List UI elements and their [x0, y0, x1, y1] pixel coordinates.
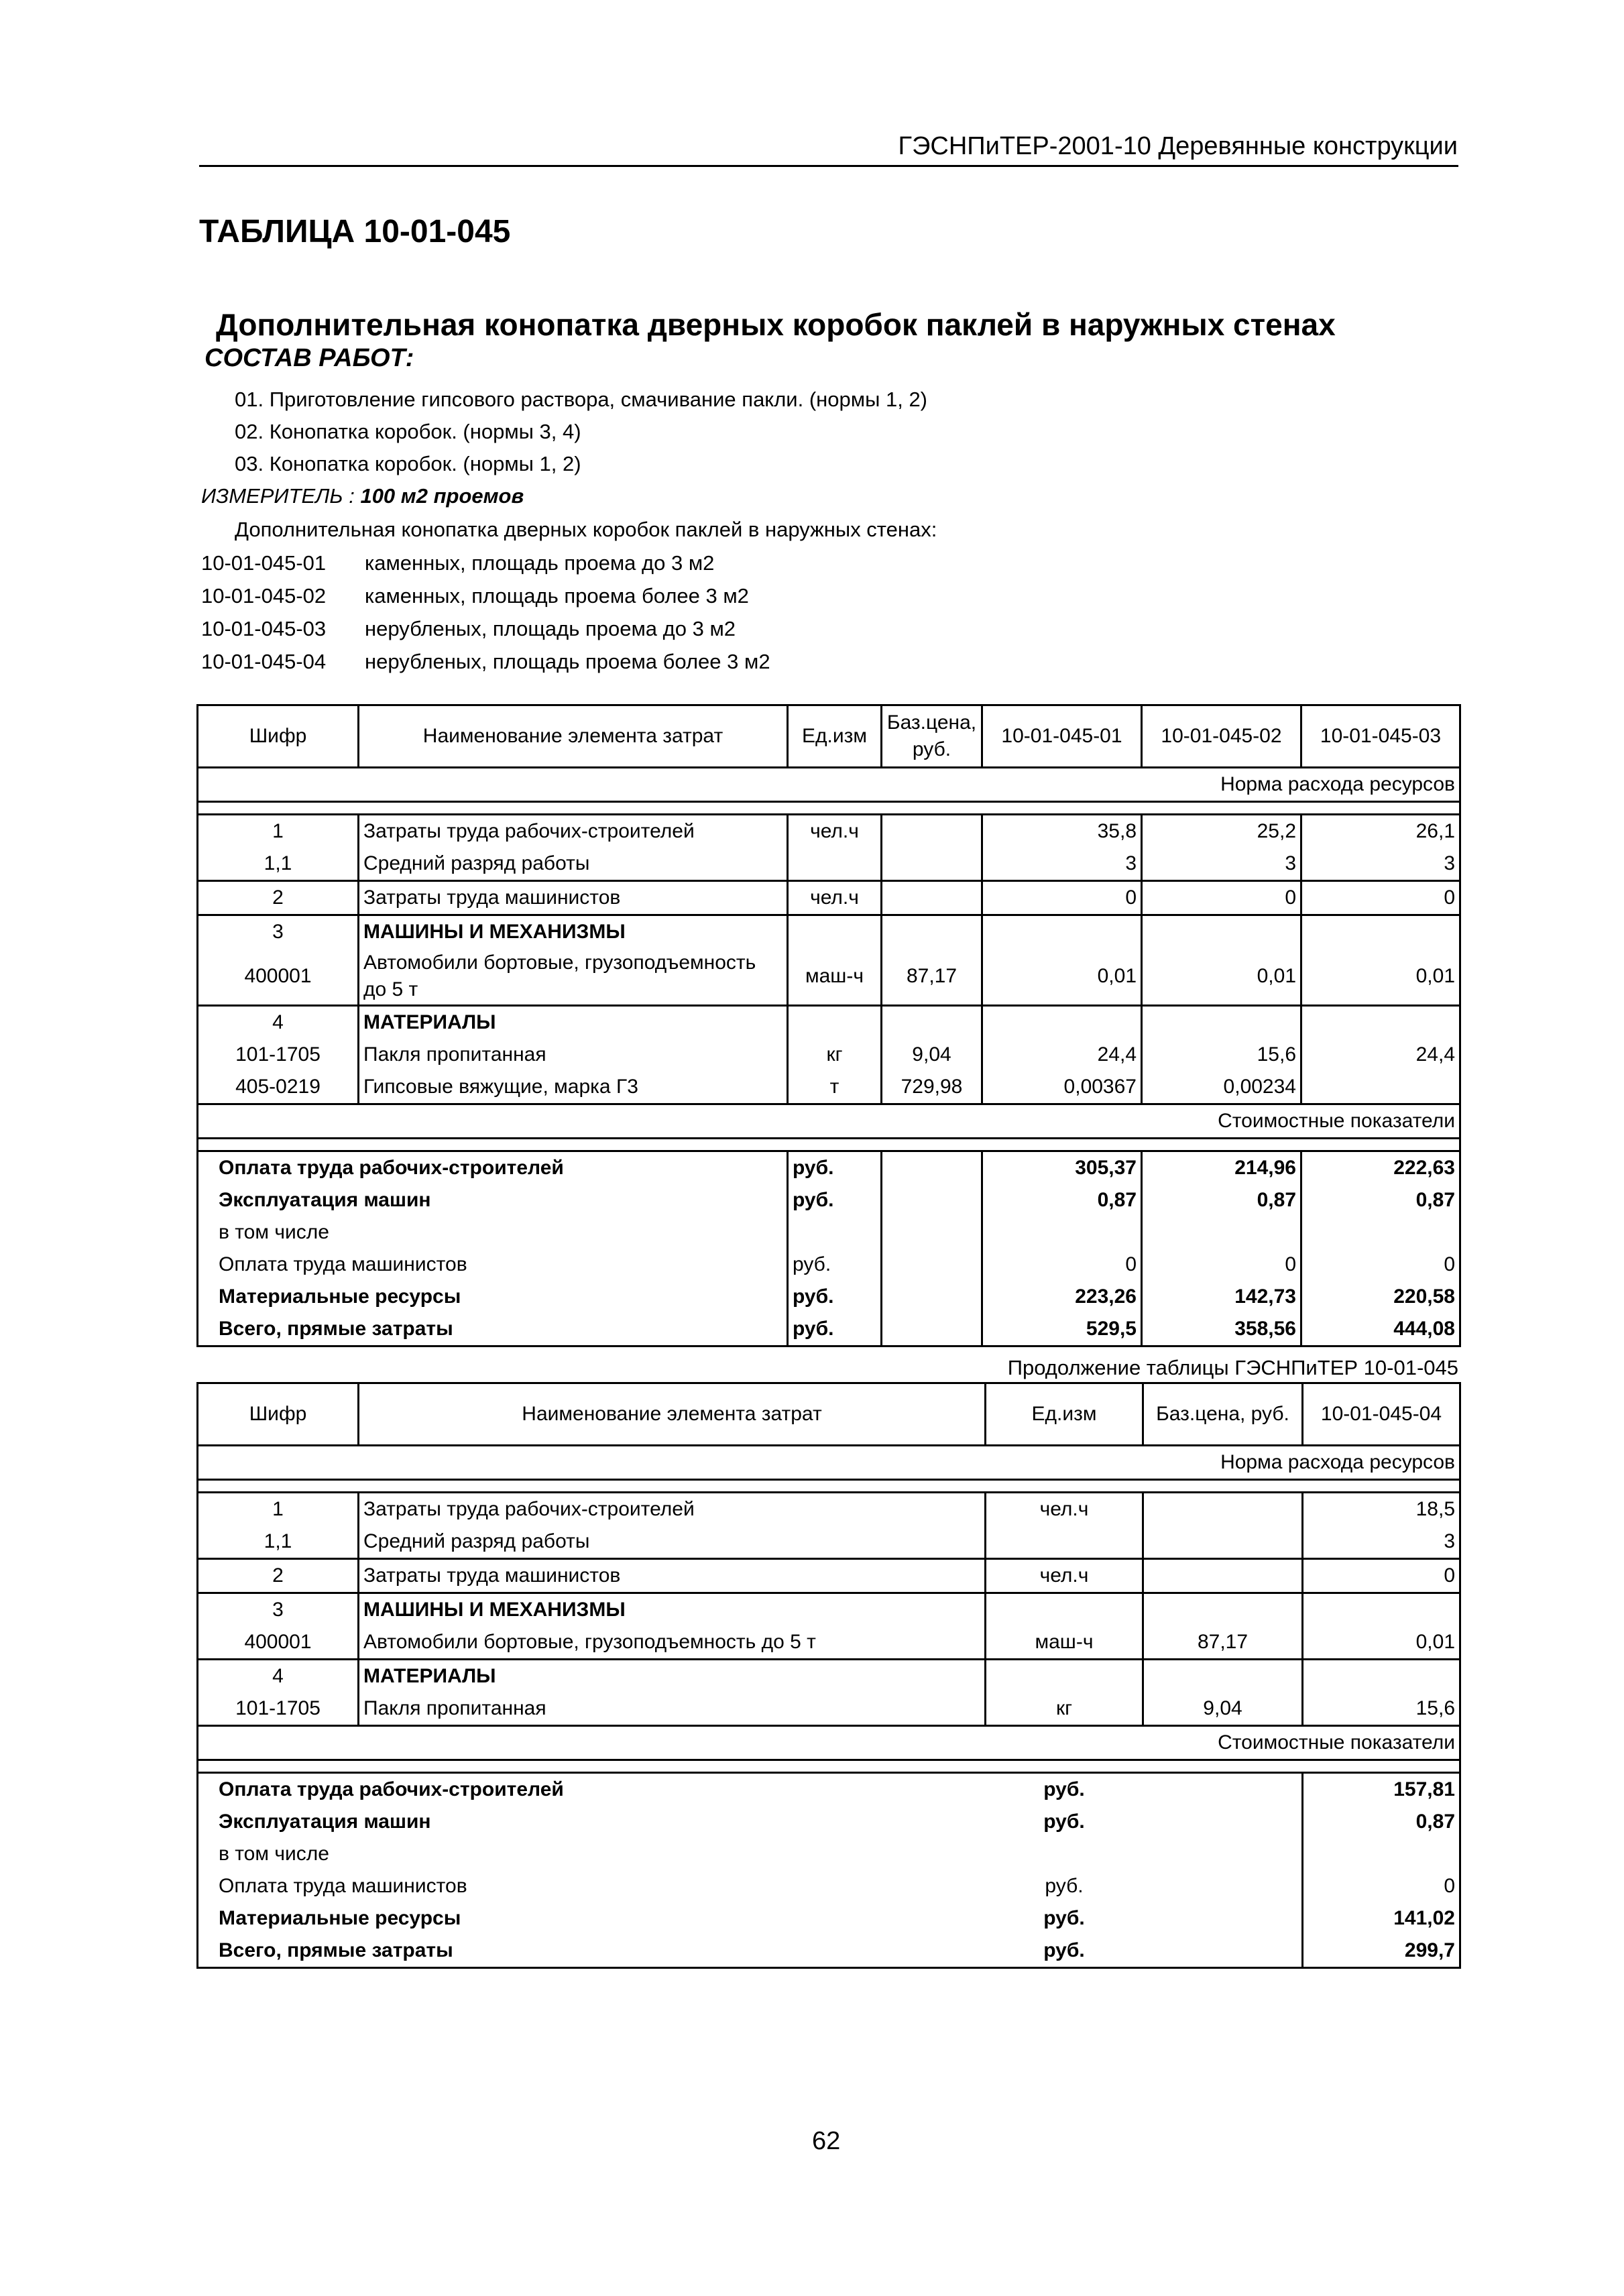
norm-band-label: Норма расхода ресурсов: [198, 768, 1460, 802]
cell-norm-04: [1303, 1593, 1460, 1627]
measure-value: 100 м2 проемов: [360, 484, 524, 508]
cell-price: 729,98: [882, 1071, 982, 1104]
cost-unit: руб.: [788, 1313, 882, 1346]
cell-unit: чел.ч: [986, 1559, 1143, 1593]
cost-price: [882, 1184, 982, 1216]
cell-norm-03: [1301, 915, 1460, 949]
cell-shifr: 101-1705: [198, 1039, 359, 1071]
col-header-norm-01: 10-01-045-01: [982, 705, 1142, 768]
cost-value-01: 305,37: [982, 1151, 1142, 1185]
cost-band-label: Стоимостные показатели: [198, 1726, 1460, 1760]
table-title: ТАБЛИЦА 10-01-045: [199, 214, 511, 249]
cost-label: в том числе: [219, 1843, 329, 1865]
cost-unit: руб.: [1043, 1811, 1085, 1833]
cost-value-01: 0,87: [982, 1184, 1142, 1216]
spacer-cell: [198, 1139, 1460, 1151]
cell-price: [1143, 1660, 1303, 1693]
cost-value-03: 0: [1444, 1253, 1455, 1275]
cell-unit: [986, 1593, 1143, 1627]
section-label-machines: МАШИНЫ И МЕХАНИЗМЫ: [359, 915, 788, 949]
cost-row: [198, 1216, 1460, 1249]
section-label-materials: МАТЕРИАЛЫ: [359, 1006, 788, 1039]
cell-shifr: 2: [198, 881, 359, 915]
norm-code: 10-01-045-03: [201, 617, 327, 640]
cell-shifr: 3: [198, 1593, 359, 1627]
spacer-cell: [198, 802, 1460, 815]
section-row-machines: [198, 1593, 1460, 1627]
cost-price: [882, 1216, 982, 1249]
cost-row: [198, 1935, 1460, 1968]
cell-name: Пакля пропитанная: [359, 1039, 788, 1071]
cell-unit: кг: [788, 1039, 882, 1071]
col-header-norm-02: 10-01-045-02: [1142, 705, 1301, 768]
cell-price: [882, 1006, 982, 1039]
cell-price: 9,04: [882, 1039, 982, 1071]
cell-unit: т: [788, 1071, 882, 1104]
cell-unit: [986, 1660, 1143, 1693]
cost-row: [198, 1870, 1460, 1902]
cell-name: Гипсовые вяжущие, марка Г3: [359, 1071, 788, 1104]
table-header-row: [198, 1383, 1460, 1446]
cell-norm-02: [1142, 1006, 1301, 1039]
norm-band-row: [198, 768, 1460, 802]
cell-price: [1143, 1526, 1303, 1559]
table-row: [198, 1039, 1460, 1071]
cost-value-02: 0: [1142, 1249, 1301, 1281]
cost-price: [1143, 1773, 1303, 1806]
cell-norm-03: 24,4: [1301, 1039, 1460, 1071]
cost-price: [882, 1313, 982, 1346]
cost-label: в том числе: [198, 1216, 788, 1249]
col-header-shifr: Шифр: [198, 1383, 359, 1446]
cost-unit: руб.: [788, 1281, 882, 1313]
cell-norm-02: 0: [1142, 881, 1301, 915]
cell-shifr: 101-1705: [198, 1692, 359, 1726]
work-step: 03. Конопатка коробок. (нормы 1, 2): [235, 452, 581, 475]
cost-value-02: 214,96: [1142, 1151, 1301, 1185]
cell-price: [882, 815, 982, 848]
cost-band-row: [198, 1104, 1460, 1139]
norm-code: 10-01-045-04: [201, 650, 327, 673]
cell-shifr: 1,1: [198, 1526, 359, 1559]
cell-shifr: 4: [198, 1006, 359, 1039]
cost-value-03: 0,87: [1415, 1189, 1455, 1211]
norm-code: 10-01-045-01: [201, 551, 327, 575]
table-header-row: [198, 705, 1460, 768]
cost-row: [198, 1313, 1460, 1346]
col-header-unit: Ед.изм: [986, 1383, 1143, 1446]
norm-description: каменных, площадь проема до 3 м2: [365, 551, 715, 575]
cell-shifr: 1: [198, 815, 359, 848]
cell-unit: [788, 1006, 882, 1039]
cell-name: Автомобили бортовые, грузоподъемность до 5 т: [359, 1626, 986, 1660]
cost-value-01: 0: [982, 1249, 1142, 1281]
cost-row: [198, 1249, 1460, 1281]
cost-price: [882, 1249, 982, 1281]
cost-value-01: [982, 1216, 1142, 1249]
spacer-row: [198, 1760, 1460, 1773]
resource-table-continuation: [196, 1382, 1461, 1969]
cell-unit: чел.ч: [788, 881, 882, 915]
section-subtitle: Дополнительная конопатка дверных коробок паклей в наружных стенах: [216, 307, 1336, 342]
norm-description: нерубленых, площадь проема до 3 м2: [365, 617, 736, 640]
cell-unit: [788, 915, 882, 949]
running-header: ГЭСНПиТЕР-2001-10 Деревянные конструкции: [898, 132, 1458, 160]
table-row: [198, 881, 1460, 915]
cell-price: [1143, 1593, 1303, 1627]
cost-price: [1143, 1870, 1303, 1902]
codes-intro: Дополнительная конопатка дверных коробок паклей в наружных стенах:: [235, 518, 937, 541]
cost-value-01: 223,26: [982, 1281, 1142, 1313]
cost-row: [198, 1806, 1460, 1838]
cell-price: 9,04: [1143, 1692, 1303, 1726]
cell-norm-02: [1142, 915, 1301, 949]
section-label-machines: МАШИНЫ И МЕХАНИЗМЫ: [359, 1593, 986, 1627]
cell-norm-01: 0,01: [982, 948, 1142, 1006]
col-header-name: Наименование элемента затрат: [359, 705, 788, 768]
cell-name: Затраты труда рабочих-строителей: [359, 815, 788, 848]
cost-unit: руб.: [788, 1249, 882, 1281]
cost-unit: руб.: [788, 1151, 882, 1185]
spacer-row: [198, 802, 1460, 815]
cost-value-03: 222,63: [1393, 1157, 1455, 1179]
cell-unit: маш-ч: [788, 948, 882, 1006]
cell-name: Пакля пропитанная: [359, 1692, 986, 1726]
cell-norm-04: 3: [1303, 1526, 1460, 1559]
cost-value-01: 529,5: [982, 1313, 1142, 1346]
cost-value-02: [1142, 1216, 1301, 1249]
cell-norm-04: 18,5: [1303, 1493, 1460, 1526]
work-composition-label: СОСТАВ РАБОТ:: [205, 344, 414, 372]
cost-row: [198, 1184, 1460, 1216]
col-header-norm-04: 10-01-045-04: [1303, 1383, 1460, 1446]
cost-price: [1143, 1838, 1303, 1870]
table-row: [198, 1626, 1460, 1660]
cell-norm-03: 0: [1301, 881, 1460, 915]
cell-norm-03: 0,01: [1301, 948, 1460, 1006]
section-label-materials: МАТЕРИАЛЫ: [359, 1660, 986, 1693]
spacer-cell: [198, 1760, 1460, 1773]
cost-unit: руб.: [1045, 1875, 1084, 1897]
cost-value-03: 220,58: [1393, 1285, 1455, 1308]
norm-band-label: Норма расхода ресурсов: [198, 1446, 1460, 1480]
cell-norm-02: 25,2: [1142, 815, 1301, 848]
cell-price: [1143, 1493, 1303, 1526]
cost-unit: руб.: [1043, 1778, 1085, 1800]
table-row: [198, 815, 1460, 848]
cell-norm-03: [1301, 1071, 1460, 1104]
col-header-price: Баз.цена, руб.: [882, 705, 982, 768]
cost-band-label: Стоимостные показатели: [198, 1104, 1460, 1139]
cell-norm-01: 3: [982, 848, 1142, 881]
section-row-materials: [198, 1660, 1460, 1693]
cell-name: Затраты труда рабочих-строителей: [359, 1493, 986, 1526]
cell-price: [882, 915, 982, 949]
cost-value-02: 358,56: [1142, 1313, 1301, 1346]
cell-shifr: 3: [198, 915, 359, 949]
cost-value-04: 0,87: [1415, 1811, 1455, 1833]
cost-price: [1143, 1806, 1303, 1838]
page-number: 62: [812, 2127, 841, 2155]
cell-norm-01: 0,00367: [982, 1071, 1142, 1104]
cell-shifr: 2: [198, 1559, 359, 1593]
cost-value-04: 299,7: [1404, 1939, 1455, 1961]
header-rule: [199, 165, 1458, 167]
cost-value-03: 444,08: [1393, 1318, 1455, 1340]
cell-shifr: 4: [198, 1660, 359, 1693]
cell-norm-01: 0: [982, 881, 1142, 915]
work-step: 01. Приготовление гипсового раствора, смачивание пакли. (нормы 1, 2): [235, 388, 928, 411]
cell-norm-04: [1303, 1660, 1460, 1693]
cell-price: [882, 881, 982, 915]
cost-value-04: [1303, 1838, 1460, 1870]
cost-value-04: 157,81: [1393, 1778, 1455, 1800]
cost-unit: [986, 1838, 1143, 1870]
cost-value-02: 142,73: [1142, 1281, 1301, 1313]
spacer-row: [198, 1139, 1460, 1151]
cell-price: 87,17: [882, 948, 982, 1006]
cost-price: [882, 1151, 982, 1185]
cost-label: Материальные ресурсы: [198, 1281, 788, 1313]
cell-shifr: 1: [198, 1493, 359, 1526]
cost-unit: [788, 1216, 882, 1249]
cell-norm-01: [982, 915, 1142, 949]
resource-table-main: [196, 704, 1461, 1347]
col-header-price: Баз.цена, руб.: [1143, 1383, 1303, 1446]
cell-norm-02: 0,00234: [1142, 1071, 1301, 1104]
cell-shifr: 400001: [198, 1626, 359, 1660]
table-row: [198, 1692, 1460, 1726]
cost-value-02: 0,87: [1142, 1184, 1301, 1216]
cell-name: Автомобили бортовые, грузоподъемность до 5 т: [359, 948, 788, 1006]
cell-name: Затраты труда машинистов: [359, 1559, 986, 1593]
cell-norm-01: 35,8: [982, 815, 1142, 848]
cell-unit: [986, 1526, 1143, 1559]
cell-norm-04: 0: [1303, 1559, 1460, 1593]
table-row: [198, 1071, 1460, 1104]
cost-label: Оплата труда рабочих-строителей: [198, 1151, 788, 1185]
norm-band-row: [198, 1446, 1460, 1480]
cost-row: [198, 1902, 1460, 1935]
cell-unit: маш-ч: [986, 1626, 1143, 1660]
cost-row: [198, 1151, 1460, 1185]
cell-shifr: 405-0219: [198, 1071, 359, 1104]
cost-label: Эксплуатация машин: [219, 1811, 431, 1833]
norm-description: каменных, площадь проема более 3 м2: [365, 584, 749, 608]
cost-unit: руб.: [788, 1184, 882, 1216]
norm-code: 10-01-045-02: [201, 584, 327, 608]
cost-band-row: [198, 1726, 1460, 1760]
cell-price: [1143, 1559, 1303, 1593]
cell-shifr: 1,1: [198, 848, 359, 881]
col-header-name: Наименование элемента затрат: [359, 1383, 986, 1446]
measure-label: ИЗМЕРИТЕЛЬ :: [201, 484, 355, 508]
col-header-shifr: Шифр: [198, 705, 359, 768]
cost-label: Оплата труда машинистов: [198, 1249, 788, 1281]
cost-label: Материальные ресурсы: [219, 1907, 461, 1929]
cost-label: Эксплуатация машин: [198, 1184, 788, 1216]
cost-row: [198, 1281, 1460, 1313]
cell-norm-03: 3: [1301, 848, 1460, 881]
cost-value-04: 141,02: [1393, 1907, 1455, 1929]
cell-name: Затраты труда машинистов: [359, 881, 788, 915]
cost-price: [1143, 1935, 1303, 1968]
cost-value-04: 0: [1444, 1875, 1455, 1897]
cell-norm-02: 3: [1142, 848, 1301, 881]
col-header-norm-03: 10-01-045-03: [1301, 705, 1460, 768]
cell-shifr: 400001: [198, 948, 359, 1006]
cell-norm-04: 15,6: [1303, 1692, 1460, 1726]
cell-name: Средний разряд работы: [359, 848, 788, 881]
work-step: 02. Конопатка коробок. (нормы 3, 4): [235, 420, 581, 443]
cost-price: [882, 1281, 982, 1313]
cell-unit: чел.ч: [986, 1493, 1143, 1526]
table-row: [198, 1559, 1460, 1593]
col-header-unit: Ед.изм: [788, 705, 882, 768]
cell-norm-04: 0,01: [1303, 1626, 1460, 1660]
cell-unit: кг: [986, 1692, 1143, 1726]
spacer-row: [198, 1480, 1460, 1493]
continuation-caption: Продолжение таблицы ГЭСНПиТЕР 10-01-045: [1007, 1356, 1458, 1379]
cost-label: Оплата труда рабочих-строителей: [219, 1778, 564, 1800]
norm-description: нерубленых, площадь проема более 3 м2: [365, 650, 770, 673]
cost-label: Всего, прямые затраты: [198, 1313, 788, 1346]
cost-value-03: [1301, 1216, 1460, 1249]
cost-unit: руб.: [1043, 1939, 1085, 1961]
section-row-machines: [198, 915, 1460, 949]
spacer-cell: [198, 1480, 1460, 1493]
cell-norm-02: 15,6: [1142, 1039, 1301, 1071]
cost-unit: руб.: [1043, 1907, 1085, 1929]
table-row: [198, 848, 1460, 881]
table-row: [198, 1493, 1460, 1526]
cell-name: Средний разряд работы: [359, 1526, 986, 1559]
table-row: [198, 948, 1460, 1006]
cell-unit: чел.ч: [788, 815, 882, 848]
cell-price: 87,17: [1143, 1626, 1303, 1660]
cost-price: [1143, 1902, 1303, 1935]
cost-label: Всего, прямые затраты: [219, 1939, 453, 1961]
cell-price: [882, 848, 982, 881]
cell-norm-01: 24,4: [982, 1039, 1142, 1071]
table-row: [198, 1526, 1460, 1559]
cell-norm-03: [1301, 1006, 1460, 1039]
cost-row: [198, 1773, 1460, 1806]
cell-norm-02: 0,01: [1142, 948, 1301, 1006]
cell-norm-03: 26,1: [1301, 815, 1460, 848]
cost-label: Оплата труда машинистов: [219, 1875, 467, 1897]
section-row-materials: [198, 1006, 1460, 1039]
cell-unit: [788, 848, 882, 881]
cost-row: [198, 1838, 1460, 1870]
cell-norm-01: [982, 1006, 1142, 1039]
measure-line: [201, 484, 524, 508]
